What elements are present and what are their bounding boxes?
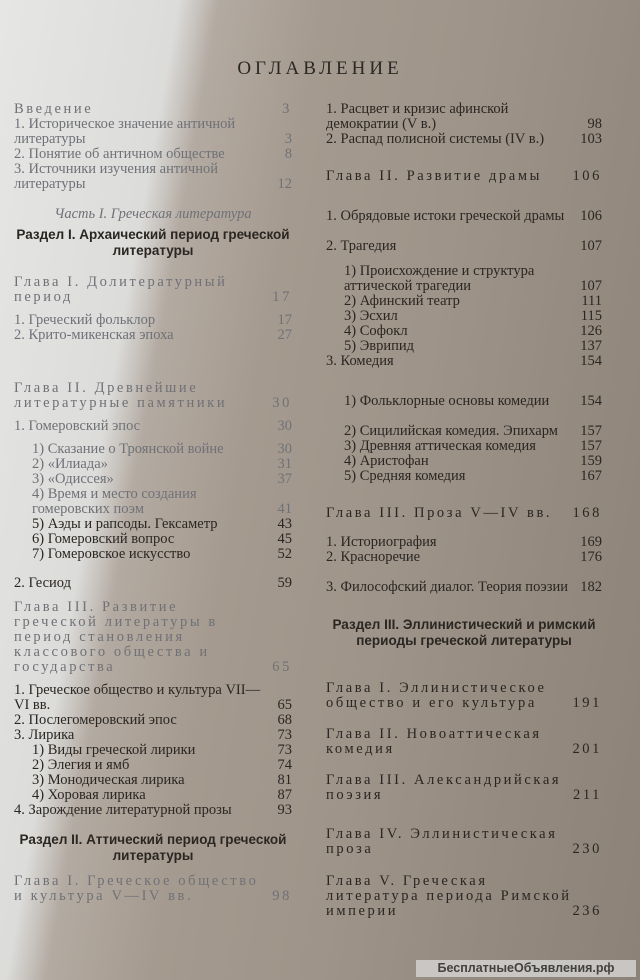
toc-entry: 4. Зарождение литературной прозы 93	[14, 802, 292, 818]
toc-subentry: 5) Эврипид 137	[344, 338, 602, 354]
toc-entry: 3. Комедия 154	[326, 353, 602, 369]
toc-entry: 3. Источники изучения античной литературы 12	[14, 161, 292, 192]
toc-subentry: 4) Софокл 126	[344, 323, 602, 339]
chapter-entry: Глава I. Греческое общество и культура V—IV вв. 98	[14, 873, 292, 904]
toc-subentry: 1) Происхождение и структура аттической трагедии 107	[344, 263, 602, 294]
toc-subentry: 5) Средняя комедия 167	[344, 468, 602, 484]
toc-subentry: 3) Монодическая лирика 81	[32, 772, 292, 788]
chapter-entry: Глава II. Развитие драмы 106	[326, 168, 602, 184]
chapter-entry: Глава V. Греческая литература периода Римской империи 236	[326, 873, 602, 919]
toc-subentry: 5) Аэды и рапсоды. Гексаметр 43	[32, 516, 292, 532]
chapter-entry: Глава III. Проза V—IV вв. 168	[326, 505, 602, 521]
toc-entry-intro: Введение 3	[14, 101, 292, 117]
toc-subentry: 3) «Одиссея» 37	[32, 471, 292, 487]
toc-entry: 2. Послегомеровский эпос 68	[14, 712, 292, 728]
toc-subentry: 1) Фольклорные основы комедии 154	[344, 393, 602, 409]
toc-entry: 3. Лирика 73	[14, 727, 292, 743]
section-heading: Раздел III. Эллинистический и римский периоды греческой литературы	[332, 617, 596, 648]
chapter-entry: Глава II. Древнейшие литературные памятники 30	[14, 380, 292, 411]
chapter-entry: Глава III. Развитие греческой литературы в период становления классового общества и государства 65	[14, 599, 292, 675]
chapter-entry: Глава II. Новоаттическая комедия 201	[326, 726, 602, 757]
toc-subentry: 4) Время и место создания гомеровских поэм 41	[32, 486, 292, 517]
toc-subentry: 2) Элегия и ямб 74	[32, 757, 292, 773]
watermark: БесплатныеОбъявления.рф	[416, 960, 636, 977]
toc-right-column	[326, 92, 602, 919]
toc-subentry: 3) Древняя аттическая комедия 157	[344, 438, 602, 454]
toc-title: ОГЛАВЛЕНИЕ	[237, 58, 403, 79]
toc-entry: 1. Гомеровский эпос 30	[14, 418, 292, 434]
toc-entry: 2. Красноречие 176	[326, 549, 602, 565]
toc-subentry: 1) Виды греческой лирики 73	[32, 742, 292, 758]
chapter-entry: Глава I. Эллинистическое общество и его культура 191	[326, 680, 602, 711]
toc-subentry: 7) Гомеровское искусство 52	[32, 546, 292, 562]
toc-subentry: 4) Аристофан 159	[344, 453, 602, 469]
toc-subentry: 2) Сицилийская комедия. Эпихарм 157	[344, 423, 602, 439]
toc-entry: 1. Историография 169	[326, 534, 602, 550]
toc-subentry: 2) «Илиада» 31	[32, 456, 292, 472]
toc-subentry: 3) Эсхил 115	[344, 308, 602, 324]
toc-subentry: 6) Гомеровский вопрос 45	[32, 531, 292, 547]
toc-entry: 1. Расцвет и кризис афинской демократии (V в.) 98	[326, 101, 602, 132]
chapter-entry: Глава I. Долитературный период 17	[14, 274, 292, 305]
toc-entry: 3. Философский диалог. Теория поэзии 182	[326, 579, 602, 595]
toc-subentry: 1) Сказание о Троянской войне 30	[32, 441, 292, 457]
toc-entry: 2. Крито-микенская эпоха 27	[14, 327, 292, 343]
toc-entry: 1. Греческий фольклор 17	[14, 312, 292, 328]
toc-entry: 2. Гесиод 59	[14, 575, 292, 591]
toc-entry: 1. Обрядовые истоки греческой драмы 106	[326, 208, 602, 224]
chapter-entry: Глава IV. Эллинистическая проза 230	[326, 826, 602, 857]
chapter-entry: Глава III. Александрийская поэзия 211	[326, 772, 602, 803]
part-heading: Часть I. Греческая литература	[54, 206, 252, 222]
toc-entry: 1. Историческое значение античной литературы 3	[14, 116, 292, 147]
toc-entry: 2. Трагедия 107	[326, 238, 602, 254]
toc-subentry: 4) Хоровая лирика 87	[32, 787, 292, 803]
section-heading: Раздел I. Архаический период греческой литературы	[16, 227, 290, 258]
toc-entry: 2. Распад полисной системы (IV в.) 103	[326, 131, 602, 147]
section-heading: Раздел II. Аттический период греческой литературы	[19, 832, 287, 863]
toc-left-column	[14, 92, 292, 904]
toc-entry: 1. Греческое общество и культура VII—VI вв. 65	[14, 682, 292, 713]
toc-subentry: 2) Афинский театр 111	[344, 293, 602, 309]
toc-entry: 2. Понятие об античном обществе 8	[14, 146, 292, 162]
